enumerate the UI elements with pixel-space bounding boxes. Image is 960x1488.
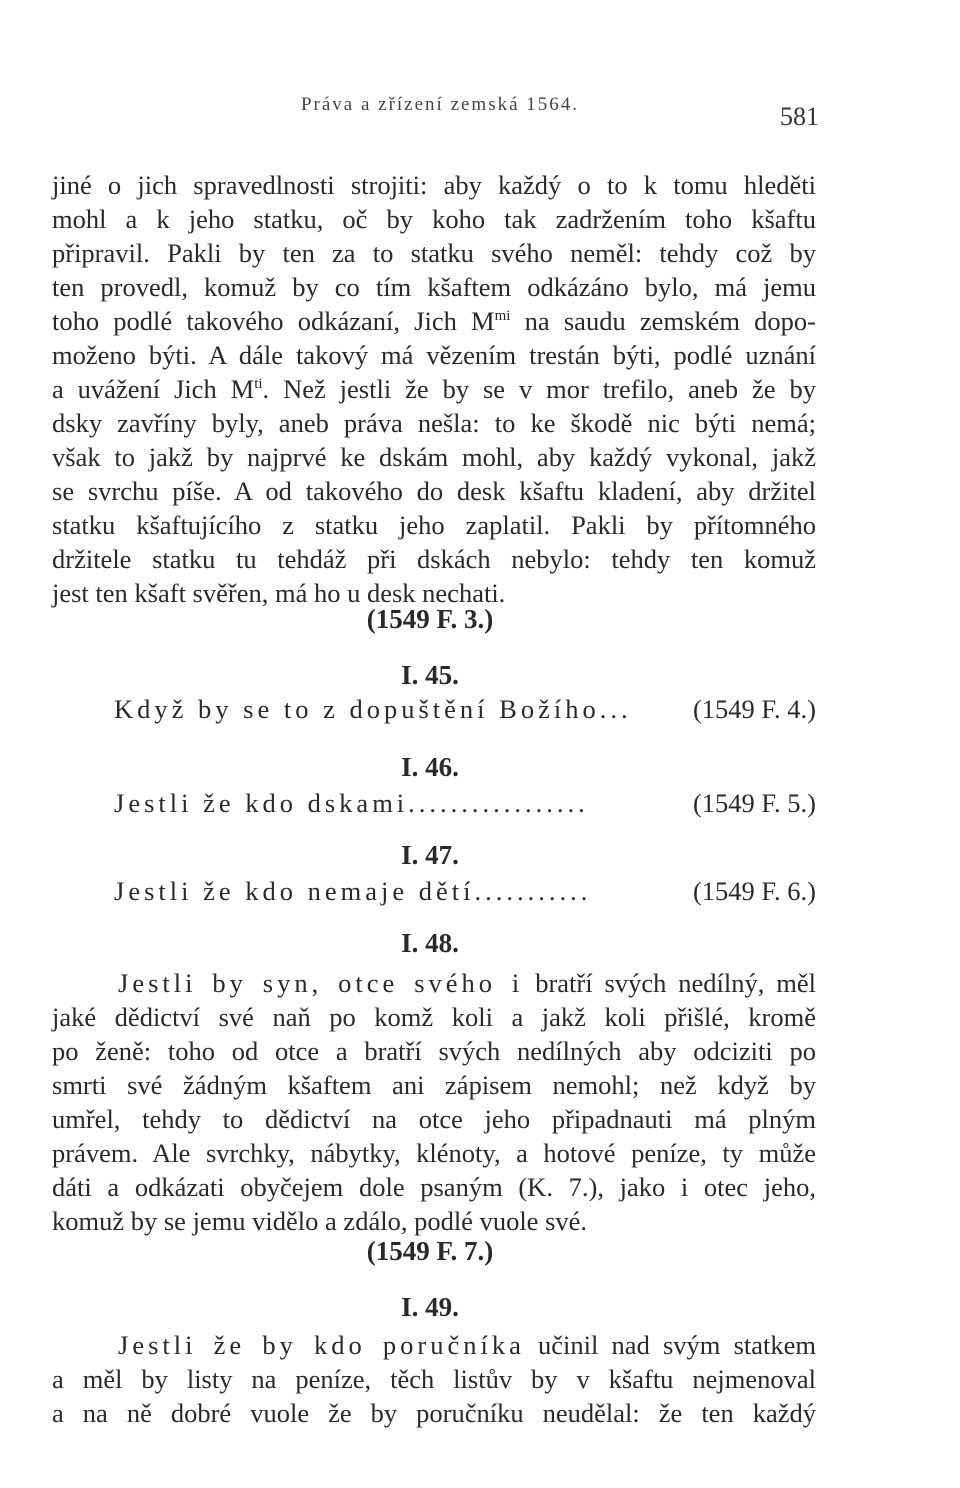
entry-text: Jestli že kdo dskami................. xyxy=(114,788,589,818)
text-line: jaké dědictví své naň po komž koli a jakž koli přišlé, kromě xyxy=(52,1002,816,1032)
text-line: komuž by se jemu vidělo a zdálo, podlé vuole své. xyxy=(52,1206,588,1236)
section-heading-46: I. 46. xyxy=(401,752,459,782)
text-line: statku kšaftujícího z statku jeho zaplatil. Pakli by přítomného xyxy=(52,510,816,540)
text-fragment: Jestli že by kdo poručníka xyxy=(118,1330,525,1360)
text-fragment: toho podlé takového odkázaní, Jich M xyxy=(52,306,495,336)
text-fragment: . Než jestli že by se v mor trefilo, aneb že by xyxy=(262,374,816,404)
section-heading-49: I. 49. xyxy=(401,1292,459,1322)
entry-text: Když by se to z dopuštění Božího... xyxy=(114,694,632,724)
text-line: po ženě: toho od otce a bratří svých nedílných aby odciziti po xyxy=(52,1036,816,1066)
text-fragment: na saudu zemském dopo- xyxy=(510,306,816,336)
entry-reference: (1549 F. 6.) xyxy=(692,876,816,906)
text-fragment: učinil nad svým statkem xyxy=(524,1330,816,1360)
text-line: jiné o jich spravedlnosti strojiti: aby každý o to k tomu hleděti xyxy=(52,170,816,200)
text-line xyxy=(118,1328,816,1362)
running-title: Práva a zřízení zemská 1564. xyxy=(300,94,580,115)
source-reference: (1549 F. 3.) xyxy=(366,604,494,634)
source-reference: (1549 F. 7.) xyxy=(366,1236,494,1266)
text-line: se svrchu píše. A od takového do desk kšaftu kladení, aby držitel xyxy=(52,476,816,506)
text-fragment: bratří svých nedílný, měl xyxy=(523,968,816,998)
entry-46 xyxy=(114,788,816,819)
section-heading-45: I. 45. xyxy=(401,660,459,690)
text-line: a měl by listy na peníze, těch listův by v kšaftu nejmenoval xyxy=(52,1364,816,1394)
text-line: dsky zavříny byly, aneb práva nešla: to ke škodě nic býti nemá; xyxy=(52,408,816,438)
text-line: ten provedl, komuž by co tím kšaftem odkázáno bylo, má jemu xyxy=(52,272,816,302)
text-line: připravil. Pakli by ten za to statku svého neměl: tehdy což by xyxy=(52,238,816,268)
text-line: jest ten kšaft svěřen, má ho u desk nechati. xyxy=(52,578,506,608)
superscript: ti xyxy=(254,376,263,393)
page-number: 581 xyxy=(780,102,819,131)
text-line: však to jakž by najprvé ke dskám mohl, aby každý vykonal, jakž xyxy=(52,442,816,472)
entry-reference: (1549 F. 5.) xyxy=(692,788,816,818)
entry-45 xyxy=(114,694,816,725)
text-line: dáti a odkázati obyčejem dole psaným (K. 7.), jako i otec jeho, xyxy=(52,1172,816,1202)
text-fragment: a uvážení Jich M xyxy=(52,374,255,404)
text-line: mohl a k jeho statku, oč by koho tak zadržením toho kšaftu xyxy=(52,204,816,234)
text-line-with-superscript xyxy=(52,372,816,406)
text-line-with-superscript xyxy=(52,304,816,338)
text-line: moženo býti. A dále takový má vězením trestán býti, podlé uznání xyxy=(52,340,816,370)
text-line: smrti své žádným kšaftem ani zápisem nemohl; než když by xyxy=(52,1070,816,1100)
text-line: držitele statku tu tehdáž při dskách nebylo: tehdy ten komuž xyxy=(52,544,816,574)
section-heading-47: I. 47. xyxy=(401,840,459,870)
section-heading-48: I. 48. xyxy=(401,928,459,958)
text-line xyxy=(118,966,816,1000)
text-fragment: Jestli by syn, otce svého i xyxy=(118,968,524,998)
entry-reference: (1549 F. 4.) xyxy=(692,694,816,724)
entry-47 xyxy=(114,876,816,907)
text-line: právem. Ale svrchky, nábytky, klénoty, a hotové peníze, ty může xyxy=(52,1138,816,1168)
superscript: mi xyxy=(494,308,511,325)
text-line: a na ně dobré vuole že by poručníku neudělal: že ten každý xyxy=(52,1398,816,1428)
entry-text: Jestli že kdo nemaje dětí........... xyxy=(114,876,592,906)
text-line: umřel, tehdy to dědictví na otce jeho připadnauti má plným xyxy=(52,1104,816,1134)
